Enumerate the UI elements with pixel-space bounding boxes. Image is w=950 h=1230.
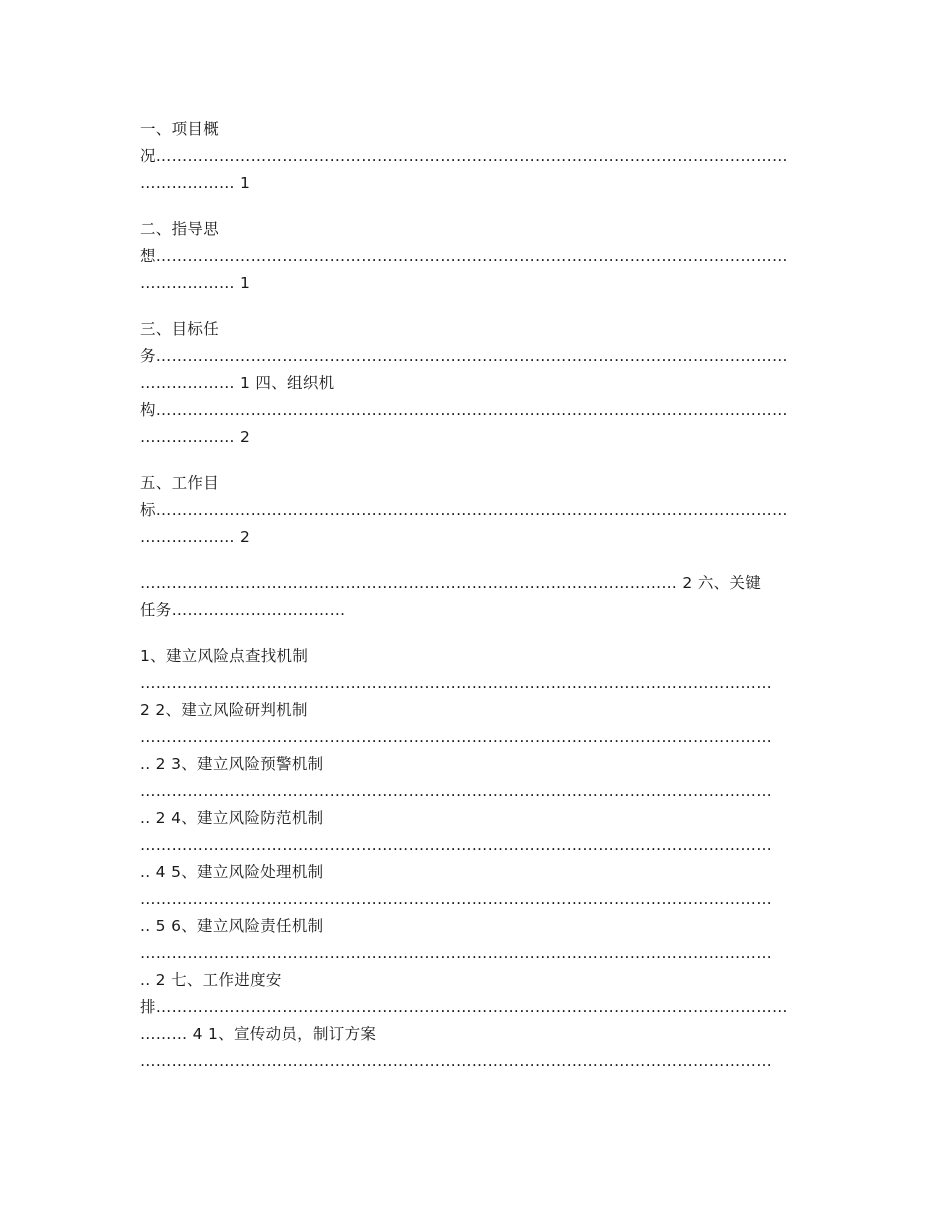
toc-line: 况………………………………………………………………………………………………………… — [140, 147, 788, 165]
toc-line: ……………… 1 — [140, 274, 251, 292]
toc-line: 1、建立风险点查找机制 — [140, 647, 309, 665]
toc-line: ………………………………………………………………………………………………………… — [140, 782, 772, 800]
toc-line: 五、工作目 — [140, 474, 220, 492]
toc-line: 任务…………………………… — [140, 601, 346, 619]
toc-line: 标………………………………………………………………………………………………………… — [140, 501, 788, 519]
toc-line: .. 2 4、建立风险防范机制 — [140, 809, 324, 827]
toc-line: 务………………………………………………………………………………………………………… — [140, 347, 788, 365]
toc-line: .. 2 七、工作进度安 — [140, 971, 282, 989]
toc-line: 一、项目概 — [140, 120, 220, 138]
toc-line: .. 4 5、建立风险处理机制 — [140, 863, 324, 881]
toc-line: ……………… 1 四、组织机 — [140, 374, 335, 392]
toc-line: 排………………………………………………………………………………………………………… — [140, 998, 788, 1016]
toc-line: ………………………………………………………………………………………………………… — [140, 836, 772, 854]
toc-line: 二、指导思 — [140, 220, 220, 238]
toc-line: 想………………………………………………………………………………………………………… — [140, 247, 788, 265]
toc-line: 构………………………………………………………………………………………………………… — [140, 401, 788, 419]
toc-line: ……………… 2 — [140, 428, 251, 446]
toc-line: .. 5 6、建立风险责任机制 — [140, 917, 324, 935]
toc-line: ………………………………………………………………………………………… 2 六、关键 — [140, 574, 762, 592]
toc-line: .. 2 3、建立风险预警机制 — [140, 755, 324, 773]
toc-line: ……… 4 1、宣传动员，制订方案 — [140, 1025, 377, 1043]
toc-line: 2 2、建立风险研判机制 — [140, 701, 308, 719]
toc-line: ………………………………………………………………………………………………………… — [140, 1052, 772, 1070]
toc-line: ……………… 1 — [140, 174, 251, 192]
toc-line: ………………………………………………………………………………………………………… — [140, 944, 772, 962]
toc-line: 三、目标任 — [140, 320, 220, 338]
toc-line: ………………………………………………………………………………………………………… — [140, 674, 772, 692]
toc-line: ……………… 2 — [140, 528, 251, 546]
toc-line: ………………………………………………………………………………………………………… — [140, 728, 772, 746]
toc-line: ………………………………………………………………………………………………………… — [140, 890, 772, 908]
